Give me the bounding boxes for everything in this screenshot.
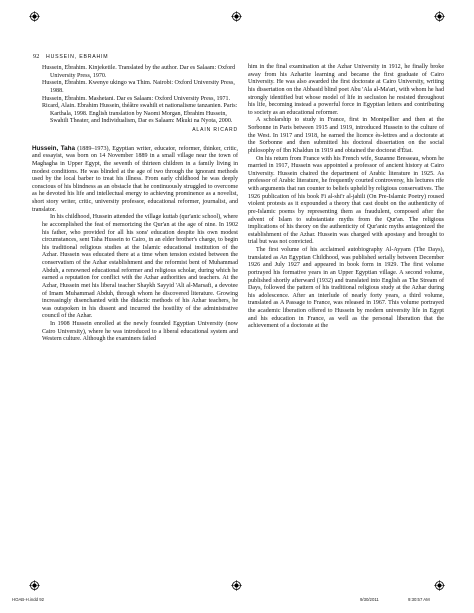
entry-lead-paragraph bbox=[32, 145, 238, 215]
entry-headword: Hussein, Taha bbox=[32, 144, 75, 152]
bibliography bbox=[42, 65, 238, 126]
body-paragraph: him in the final examination at the Azhar University in 1912, he finally broke away from his Azharite learning and became the first graduate of Cairo University. He was also awarded the first doctorate at Cairo University, writing his dissertation on the Abbasid blind poet Abu 'Ala al-Ma'ari, with whom he had strongly identified but whose model of life in seclusion he resisted throughout his life, becoming instead a powerful force in Egyptian letters and contributing to society as an educational reformer. bbox=[248, 64, 444, 116]
body-paragraph: In his childhood, Hussein attended the village kuttab (qur'anic school), where he accomplished the feat of memorizing the Qur'an at the age of nine. In 1902 his father, who provided for all his sons' education despite his own modest circumstances, sent Taha Hussein to Cairo, in an elder brother's charge, to begin his traditional religious studies at the Islamic educational institution of the Azhar. Hussein was educated there at a time when tension existed between the conservatism of the Azhar establishment and the reformist bent of Muhammad Abduh, a renowned educational reformer and religious scholar, during which he earned a reputation for conflict with the Azhar authorities and teachers. At the Azhar, Hussein met his liberal teacher Shaykh Sayyid 'Ali al-Marsafi, a devotee of Imam Muhammad Abduh, through whom he discovered literature. Growing increasingly disenchanted with the didactic methods of his Azhar teachers, he was outspoken in his dissent and incurred the hostility of the administrative council of the Azhar. bbox=[42, 214, 238, 320]
body-paragraph: A scholarship to study in France, first in Montpellier and then at the Sorbonne in Paris between 1915 and 1919, introduced Hussein to the culture of the West. In 1917 and 1918, he earned the licence ès-lettres and a doctorate at the Sorbonne and then submitted his doctoral dissertation on the social philosophy of Ibn Khaldun in 1919 and obtained the doctorat d'État. bbox=[248, 117, 444, 154]
registration-mark-bottom-left bbox=[29, 580, 40, 591]
entry-body-left bbox=[32, 145, 238, 215]
left-column bbox=[32, 65, 238, 344]
body-paragraph: In 1908 Hussein enrolled at the newly founded Egyptian University (now Cairo University), where he was introduced to a liberal educational system and Western culture. Although the examiners failed bbox=[42, 321, 238, 343]
registration-mark-top-left bbox=[29, 11, 40, 22]
running-header bbox=[33, 53, 108, 60]
bibliography-item: Hussein, Ebrahim. Mashetani. Dar es Salaam: Oxford University Press, 1971. bbox=[42, 95, 231, 102]
registration-mark-bottom-center bbox=[231, 580, 242, 591]
slug-file: HOAB-H.indd 92 bbox=[12, 597, 45, 602]
entry-lead-text: (1889–1973), Egyptian writer, educator, reformer, thinker, critic, and essayist, was born on 14 November 1889 in a small village near the town of Maghagha in Upper Egypt, the seventh of thirteen children in a family living in modest conditions. He was blinded at the age of two through the ignorant methods used by the local barber to treat his illness. From early childhood he was deeply conscious of his blindness as an obstacle that he continuously struggled to overcome as he devoted his life and intellectual energy to achieving prominence as a novelist, short story writer, critic, university professor, educational reformer, journalist, and translator. bbox=[32, 145, 238, 213]
body-paragraph: On his return from France with his French wife, Suzanne Bresseau, whom he married in 1917, Hussein was appointed a professor of ancient history at Cairo University. Hussein chaired the department of Arabic literature in 1925. As professor of Arabic literature, he frequently courted controversy, his lectures rife with arguments that ran counter to beliefs upheld by religious conservatives. The 1926 publication of his book Fi al-shi'r al-jahili (On Pre-Islamic Poetry) roused violent protests as it expounded a theory that cast doubt on the authenticity of pre-Islamic poems by representing them as fraudulent, composed after the advent of Islam to substantiate myths from the Qur'an. The religious implications of his theory on the authenticity of Qur'anic myths antagonized the establishment of the Azhar. Hussein was charged with apostasy and brought to trial but was not convicted. bbox=[248, 155, 444, 246]
registration-mark-top-center bbox=[231, 11, 242, 22]
bibliography-item: Hussein, Ebrahim. Kinjeketile. Translated by the author. Dar es Salaam: Oxford University Press, 1970. bbox=[42, 65, 236, 79]
bibliography-item: Hussein, Ebrahim. Kwenye ukingo wa Thim. Nairobi: Oxford University Press, 1988. bbox=[42, 80, 235, 94]
bibliography-item: Ricard, Alain. Ebrahim Hussein, théâtre swahili et nationalisme tanzanien. Paris: Karthala, 1998. English translation by Naomi Morgan, Ebrahim Hussein, Swahili Theater, and Individualism, Dar es Salaam: Mkuki na Nyota, 2000. bbox=[42, 103, 238, 125]
registration-mark-top-right bbox=[434, 11, 445, 22]
entry-body-left-cont bbox=[42, 214, 238, 344]
registration-mark-bottom-right bbox=[434, 580, 445, 591]
page-number: 92 bbox=[33, 53, 40, 60]
slug-date: 9/30/2011 bbox=[360, 597, 379, 602]
author-signature: ALAIN RICARD bbox=[192, 127, 238, 133]
slug-time: 9:30:57 AM bbox=[408, 597, 430, 602]
body-paragraph: The first volume of his acclaimed autobiography Al-Ayyam (The Days), translated as An Egyptian Childhood, was published serially between December 1926 and July 1927 and appeared in book form in 1929. The first volume portrayed his formative years in an Upper Egyptian village. A second volume, published shortly afterward (1932) and translated into English as The Stream of Days, followed the pattern of his traditional religious study at the Azhar during his adolescence. After an interlude of nearly forty years, a third volume, translated as A Passage to France, was released in 1967. This volume portrayed the academic liberation offered to Hussein by modern university life in Egypt and his education in France, as well as the personal liberation that the achievement of a doctorate at the bbox=[248, 247, 444, 330]
right-column bbox=[248, 64, 444, 331]
running-title: HUSSEIN, EBRAHIM bbox=[46, 54, 109, 60]
